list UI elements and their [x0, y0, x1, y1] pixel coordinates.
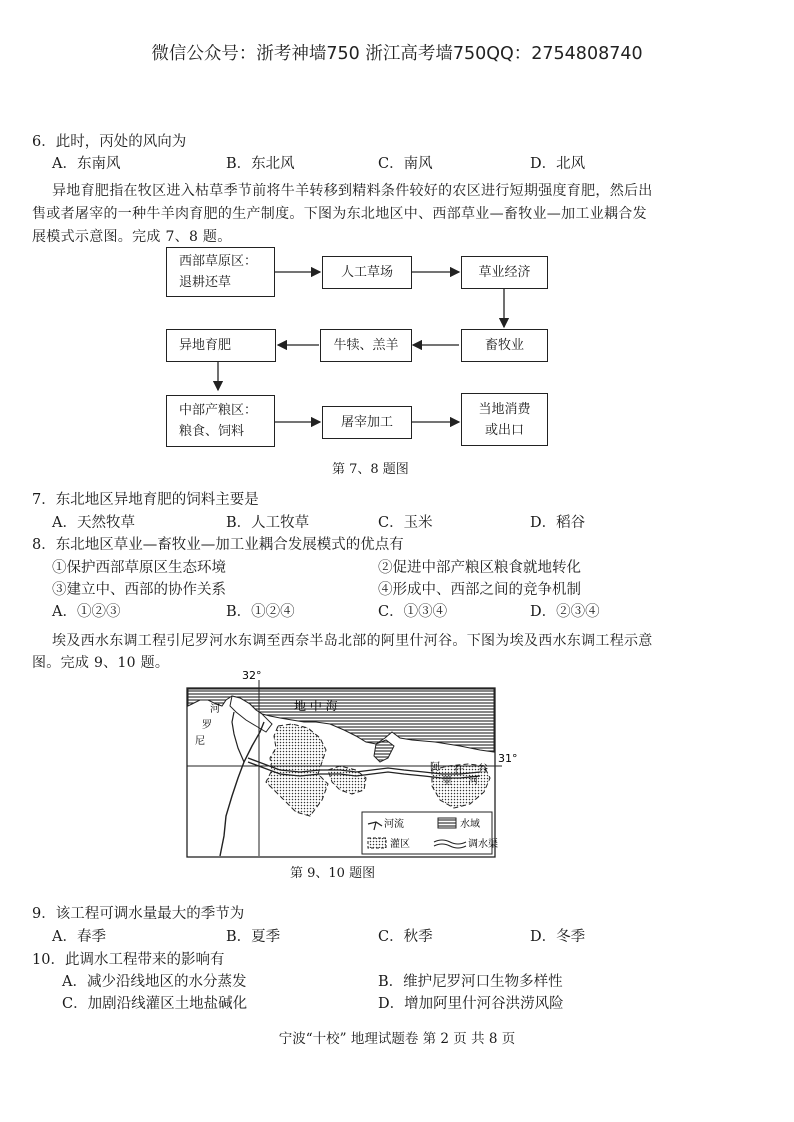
box-remote-fattening-label: 异地育肥	[179, 338, 232, 353]
q6-option-a: A．东南风	[52, 156, 121, 172]
q6-option-b: B．东北风	[226, 156, 295, 172]
arish-label-char-3: 什	[454, 766, 464, 777]
question-8-stem: 8．东北地区草业—畜牧业—加工业耦合发展模式的优点有	[32, 537, 404, 553]
box-grass-economy-label: 草业经济	[478, 265, 531, 280]
box-west-grassland	[166, 247, 275, 297]
box-local-consumption-line1: 当地消费	[478, 401, 531, 417]
box-central-grain-area-line1: 中部产粮区：	[179, 403, 258, 418]
latitude-label: 31°	[498, 752, 518, 765]
sea-label: 地 中 海	[294, 699, 338, 713]
box-central-grain-area-line2: 粮食、饲料	[179, 424, 245, 439]
river-label-char-1: 河	[210, 704, 220, 715]
longitude-label: 32°	[242, 669, 262, 682]
watermark-banner: 微信公众号：浙考神墙750 浙江高考墙750QQ：2754808740	[151, 44, 643, 64]
arish-label-char-4: 河	[468, 776, 478, 787]
legend-water-label: 水域	[460, 819, 480, 830]
box-calves-lambs-label: 牛犊、羔羊	[333, 338, 399, 353]
box-local-consumption	[461, 393, 548, 446]
q8-option-b: B．①②④	[226, 604, 295, 620]
q10-option-d: D．增加阿里什河谷洪涝风险	[378, 996, 564, 1012]
q6-option-c: C．南风	[378, 156, 433, 172]
q8-option-c: C．①③④	[378, 604, 448, 620]
flowchart-caption: 第 7、8 题图	[332, 462, 409, 477]
q8-item-1: ①保护西部草原区生态环境	[52, 560, 226, 576]
box-west-grassland-line2: 退耕还草	[179, 275, 232, 290]
box-west-grassland-line1: 西部草原区：	[179, 254, 258, 269]
passage-2-line-2: 图。完成 9、10 题。	[32, 655, 170, 671]
box-animal-husbandry-label: 畜牧业	[484, 338, 524, 353]
q6-option-d: D．北风	[530, 156, 586, 172]
q9-option-b: B．夏季	[226, 929, 281, 945]
question-6-stem: 6．此时，丙处的风向为	[32, 134, 187, 150]
box-grass-economy	[461, 256, 548, 289]
passage-1-line-1: 异地育肥指在牧区进入枯草季节前将牛羊转移到精料条件较好的农区进行短期强度育肥，然后出	[52, 183, 653, 199]
question-9-stem: 9．该工程可调水量最大的季节为	[32, 906, 245, 922]
q9-option-a: A．春季	[52, 929, 106, 945]
q9-option-c: C．秋季	[378, 929, 433, 945]
q8-option-a: A．①②③	[52, 604, 121, 620]
q7-option-a: A．天然牧草	[52, 515, 135, 531]
map-legend	[362, 812, 498, 854]
q10-option-a: A．减少沿线地区的水分蒸发	[62, 974, 247, 990]
arish-label-char-2: 里	[442, 776, 452, 787]
box-slaughter-processing	[322, 406, 412, 439]
box-remote-fattening	[166, 329, 276, 362]
legend-irrigation-label: 灌区	[390, 839, 410, 850]
q8-item-4: ④形成中、西部之间的竞争机制	[378, 582, 581, 598]
box-artificial-grassland	[322, 256, 412, 289]
map-caption: 第 9、10 题图	[290, 866, 376, 881]
arish-label-char-5: 谷	[478, 764, 488, 775]
q10-option-c: C．加剧沿线灌区土地盐碱化	[62, 996, 248, 1012]
egypt-water-transfer-map	[180, 666, 520, 866]
legend-water-icon	[438, 818, 456, 828]
q7-option-d: D．稻谷	[530, 515, 586, 531]
legend-canal-label: 调水渠	[468, 839, 498, 850]
q8-option-d: D．②③④	[530, 604, 600, 620]
passage-1-line-2: 售或者屠宰的一种牛羊肉育肥的生产制度。下图为东北地区中、西部草业—畜牧业—加工业耦合发	[32, 206, 647, 222]
question-7-stem: 7．东北地区异地育肥的饲料主要是	[32, 492, 259, 508]
page-footer: 宁波“十校” 地理试题卷 第 2 页 共 8 页	[278, 1031, 516, 1047]
passage-2-line-1: 埃及西水东调工程引尼罗河水东调至西奈半岛北部的阿里什河谷。下图为埃及西水东调工程示意	[52, 633, 653, 649]
question-10-stem: 10．此调水工程带来的影响有	[32, 952, 225, 968]
arish-label-char-1: 阿	[430, 762, 440, 773]
q7-option-b: B．人工牧草	[226, 515, 310, 531]
passage-1-line-3: 展模式示意图。完成 7、8 题。	[32, 229, 232, 245]
box-local-consumption-line2: 或出口	[484, 422, 524, 438]
q9-option-d: D．冬季	[530, 929, 586, 945]
box-central-grain-area	[166, 395, 275, 447]
q10-option-b: B．维护尼罗河口生物多样性	[378, 974, 563, 990]
legend-irrigation-icon	[368, 838, 386, 848]
box-artificial-grassland-label: 人工草场	[340, 265, 393, 280]
legend-river-label: 河流	[384, 819, 404, 830]
q7-option-c: C．玉米	[378, 515, 433, 531]
river-label-char-3: 尼	[195, 736, 205, 747]
river-label-char-2: 罗	[202, 720, 212, 731]
box-slaughter-processing-label: 屠宰加工	[340, 415, 393, 430]
q8-item-2: ②促进中部产粮区粮食就地转化	[378, 560, 581, 576]
box-animal-husbandry	[461, 329, 548, 362]
box-calves-lambs	[320, 329, 412, 362]
q8-item-3: ③建立中、西部的协作关系	[52, 582, 226, 598]
